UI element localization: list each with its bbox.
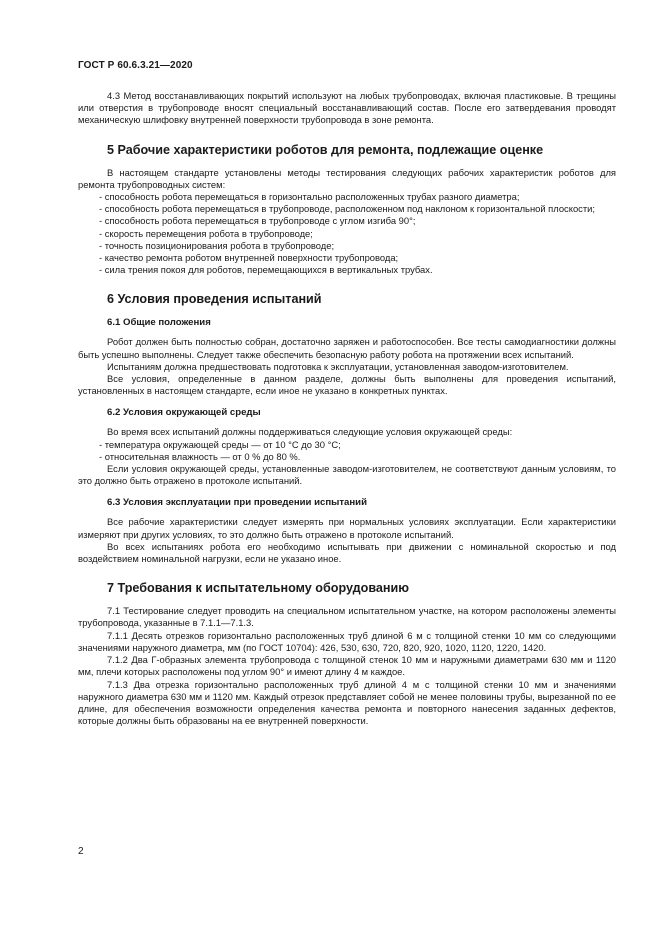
paragraph: Робот должен быть полностью собран, достаточно заряжен и работоспособен. Все тесты самодиагностики должны быть успешно выполнены. Следует также обеспечить безопасную работу робота на протяжении всех испытаний.	[78, 336, 616, 360]
subsection-6-2-title: 6.2 Условия окружающей среды	[107, 407, 261, 419]
paragraph: 7.1.2 Два Г-образных элемента трубопровода с толщиной стенок 10 мм и наружными диаметрами 630 мм и 1120 мм, плечи которых расположены под углом 90° и имеют длину 4 м каждое.	[78, 654, 616, 678]
paragraph: Во время всех испытаний должны поддерживаться следующие условия окружающей среды:	[107, 426, 513, 438]
section-5-title: 5 Рабочие характеристики роботов для ремонта, подлежащие оценке	[107, 142, 544, 157]
subsection-6-1-title: 6.1 Общие положения	[107, 317, 211, 329]
section-6-title: 6 Условия проведения испытаний	[107, 292, 322, 307]
paragraph: Во всех испытаниях робота его необходимо испытывать при движении с номинальной скоростью и под воздействием номинальной нагрузки, если не указано иное.	[78, 540, 616, 565]
paragraph: 7.1 Тестирование следует проводить на специальном испытательном участке, на котором расположены элементы трубопровода, указанные в 7.1.1—7.1.3.	[78, 605, 616, 629]
subsection-6-3-title: 6.3 Условия эксплуатации при проведении испытаний	[107, 497, 367, 509]
section-7-title: 7 Требования к испытательному оборудованию	[107, 581, 410, 596]
list-item: - скорость перемещения робота в трубопроводе;	[99, 227, 313, 239]
paragraph: Все условия, определенные в данном разделе, должны быть выполнены для проведения испытаний, установленных в настоящем стандарте, если иное не указано в конкретных пунктах.	[78, 373, 616, 397]
document-id-header: ГОСТ Р 60.6.3.21—2020	[78, 60, 193, 71]
list-item: - способность робота перемещаться в трубопроводе, расположенном под наклоном к горизонтальной плоскости;	[99, 203, 595, 215]
paragraph: 7.1.1 Десять отрезков горизонтально расположенных труб длиной 6 м с толщиной стенки 10 мм со следующими значениями наружного диаметра, мм (по ГОСТ 10704): 426, 530, 630, 720, 820, 920, 1020, 1120, 1220, 1420.	[78, 629, 616, 653]
list-item: - способность робота перемещаться в трубопроводе с углом изгиба 90°;	[99, 215, 416, 227]
paragraph: Все рабочие характеристики следует измерять при нормальных условиях эксплуатации. Если характеристики измеряют при других условиях, то это должно быть отражено в протоколе испытаний.	[78, 516, 616, 540]
list-item: - качество ремонта роботом внутренней поверхности трубопровода;	[99, 252, 399, 264]
list-item: - относительная влажность — от 0 % до 80 %.	[99, 450, 301, 462]
document-body	[78, 90, 616, 727]
list-item: - точность позиционирования робота в трубопроводе;	[99, 239, 335, 251]
list-item: - сила трения покоя для роботов, перемещающихся в вертикальных трубах.	[99, 264, 433, 276]
paragraph-4-3: 4.3 Метод восстанавливающих покрытий используют на любых трубопроводах, включая пластиковые. В трещины или отверстия в трубопроводе вносят специальный восстанавливающий состав. После его затвердевания проводят механическую шлифовку внутренней поверхности трубопровода в зоне ремонта.	[78, 90, 616, 126]
list-item: - температура окружающей среды — от 10 °С до 30 °С;	[99, 438, 341, 450]
section-5-intro: В настоящем стандарте установлены методы тестирования следующих рабочих характеристик роботов для ремонта трубопроводных систем:	[78, 166, 616, 190]
paragraph: 7.1.3 Два отрезка горизонтально расположенных труб длиной 4 м с толщиной стенки 10 мм и значениями наружного диаметра 630 мм и 1120 мм. Каждый отрезок представляет собой не менее половины трубы, вырезанной по ее длине, для обеспечения возможности определения качества ремонта и повторного нанесения заданных дефектов, которые должны быть образованы на ее внутренней поверхности.	[78, 678, 616, 727]
paragraph: Испытаниям должна предшествовать подготовка к эксплуатации, установленная заводом-изготовителем.	[107, 360, 569, 372]
page-number: 2	[78, 846, 84, 857]
paragraph: Если условия окружающей среды, установленные заводом-изготовителем, не соответствуют данным условиям, то это должно быть отражено в протоколе испытаний.	[78, 463, 616, 487]
list-item: - способность робота перемещаться в горизонтально расположенных трубах разного диаметра;	[99, 191, 520, 203]
